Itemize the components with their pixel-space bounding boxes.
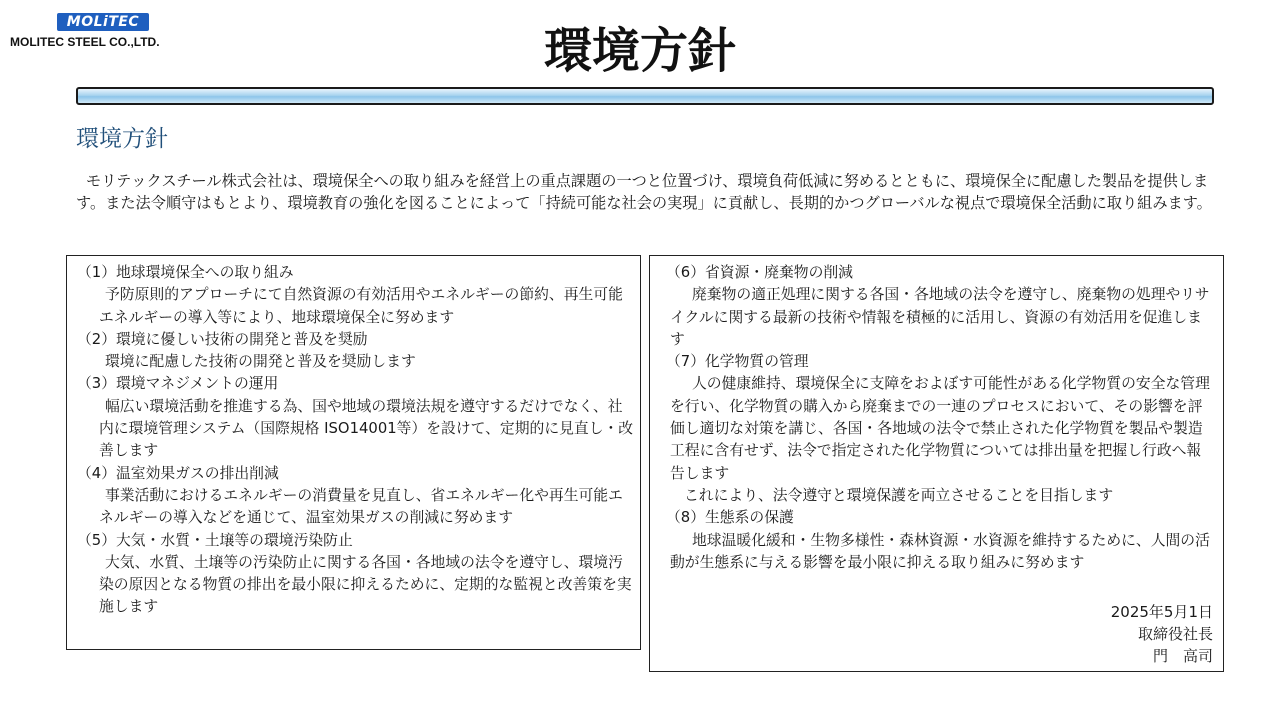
signature-block — [1111, 601, 1213, 667]
page-title: 環境方針 — [543, 23, 736, 79]
policy-item-8 — [666, 507, 1211, 574]
signature-date: 2025年5月1日 — [1110, 603, 1213, 621]
policy-item-7-closing: これにより、法令遵守と環境保護を両立させることを目指します — [684, 486, 1114, 504]
policy-item-heading: （5）大気・水質・土壌等の環境汚染防止 — [77, 531, 353, 549]
policy-item-1 — [77, 262, 634, 329]
policy-item-heading: （7）化学物質の管理 — [666, 353, 809, 371]
policy-item-body: 地球温暖化緩和・生物多様性・森林資源・水資源を維持するために、人間の活動が生態系に与える影響を最小限に抑える取り組みに努めます — [670, 531, 1210, 571]
signature-title: 取締役社長 — [1137, 625, 1213, 643]
section-heading: 環境方針 — [76, 126, 168, 152]
policy-item-heading: （6）省資源・廃棄物の削減 — [666, 264, 853, 281]
policy-item-body: 事業活動におけるエネルギーの消費量を見直し、省エネルギー化や再生可能エネルギーの導入などを通じて、温室効果ガスの削減に努めます — [99, 486, 623, 527]
policy-box-right — [649, 255, 1224, 672]
policy-item-6 — [666, 262, 1211, 351]
title-divider-bar — [76, 87, 1214, 105]
signature-name: 門 高司 — [1152, 647, 1213, 665]
policy-item-body: 幅広い環境活動を推進する為、国や地域の環境法規を遵守するだけでなく、社内に環境管理システム（国際規格 ISO14001等）を設けて、定期的に見直し・改善します — [99, 397, 634, 460]
policy-item-heading: （3）環境マネジメントの運用 — [77, 375, 279, 393]
policy-item-body: 予防原則的アプローチにて自然資源の有効活用やエネルギーの節約、再生可能エネルギーの導入等により、地球環境保全に努めます — [99, 286, 623, 326]
logo-badge: MOLiTEC — [57, 13, 149, 31]
policy-item-7 — [666, 351, 1211, 507]
company-name: MOLITEC STEEL CO.,LTD. — [10, 35, 160, 49]
policy-item-5 — [77, 530, 634, 619]
policy-item-4 — [77, 463, 634, 530]
policy-item-body: 環境に配慮した技術の開発と普及を奨励します — [105, 353, 416, 371]
policy-item-heading: （8）生態系の保護 — [666, 509, 794, 527]
policy-box-left — [66, 255, 641, 650]
intro-paragraph: モリテックスチール株式会社は、環境保全への取り組みを経営上の重点課題の一つと位置づけ、環境負荷低減に努めるとともに、環境保全に配慮した製品を提供します。また法令順守はもとより、環境教育の強化を図ることによって「持続可能な社会の実現」に貢献し、長期的かつグローバルな視点で環境保全活動に取り組みます。 — [76, 172, 1212, 212]
policy-item-body: 廃棄物の適正処理に関する各国・各地域の法令を遵守し、廃棄物の処理やリサイクルに関する最新の技術や情報を積極的に活用し、資源の有効活用を促進します — [670, 286, 1210, 348]
policy-item-3 — [77, 373, 634, 462]
policy-item-body: 大気、水質、土壌等の汚染防止に関する各国・各地域の法令を遵守し、環境汚染の原因となる物質の排出を最小限に抑えるために、定期的な監視と改善策を実施します — [99, 553, 632, 616]
policy-item-heading: （2）環境に優しい技術の開発と普及を奨励 — [77, 330, 368, 348]
policy-item-2 — [77, 329, 634, 374]
policy-item-body: 人の健康維持、環境保全に支障をおよぼす可能性がある化学物質の安全な管理を行い、化学物質の購入から廃棄までの一連のプロセスにおいて、その影響を評価し適切な対策を講じ、各国・各地域の法令で禁止された化学物質を製品や製造工程に含有せず、法令で指定された化学物質については排出量を把握し行政へ報告します — [670, 375, 1210, 482]
policy-item-heading: （4）温室効果ガスの排出削減 — [77, 464, 279, 482]
policy-item-heading: （1）地球環境保全への取り組み — [77, 264, 294, 281]
